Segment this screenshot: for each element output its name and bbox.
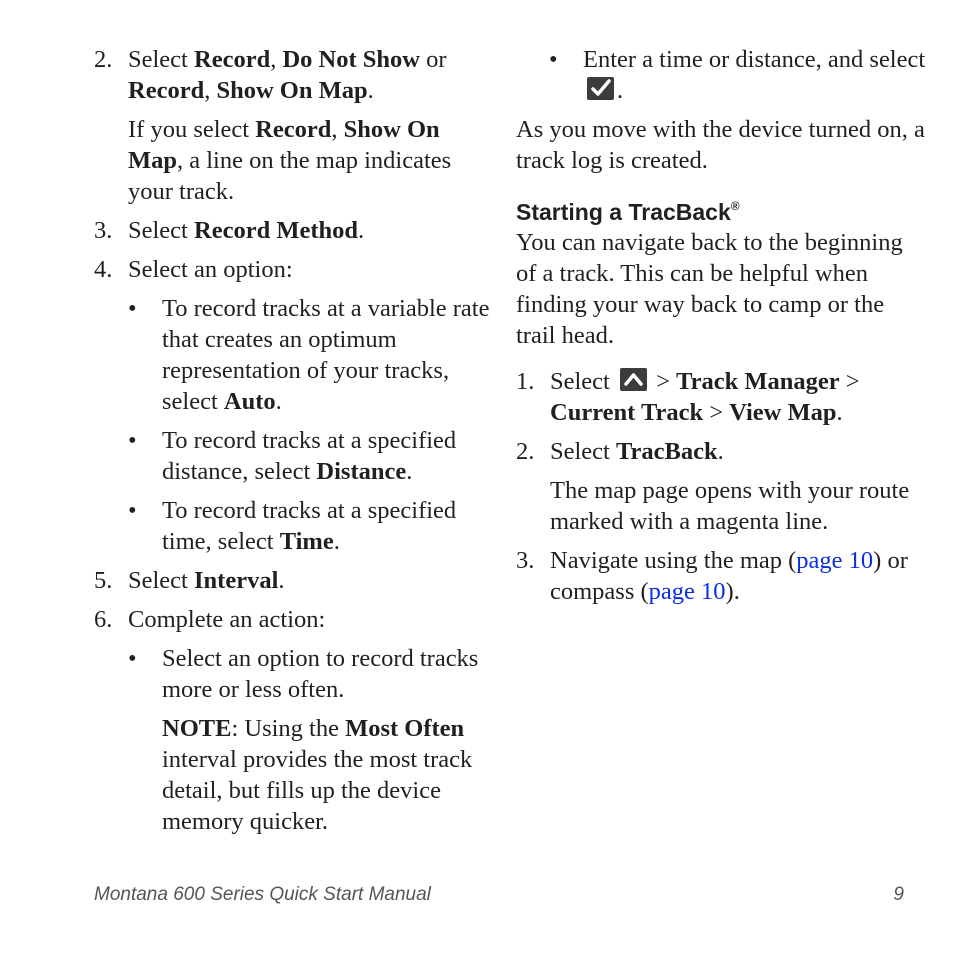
step-number: 6. xyxy=(94,606,113,633)
right-column xyxy=(516,44,926,607)
step-2: 2. Select Record, Do Not Show or Record, Show On Map. xyxy=(94,46,447,104)
page-link-compass[interactable]: page 10 xyxy=(648,578,726,605)
manual-title: Montana 600 Series Quick Start Manual xyxy=(94,884,431,905)
section-heading: Starting a TracBack® xyxy=(516,199,740,225)
left-column xyxy=(94,44,494,837)
bullet-time: • To record tracks at a specified time, select Time. xyxy=(128,497,457,555)
step-4: 4. Select an option: xyxy=(94,256,293,283)
tracback-step-2: 2. Select TracBack. xyxy=(516,438,724,465)
page-number: 9 xyxy=(893,884,904,905)
bullet-mark: • xyxy=(128,295,137,322)
tracback-step-1: 1. Select > Track Manager > Current Track > View Map. xyxy=(516,368,860,426)
bullet-auto: • To record tracks at a variable rate that creates an optimum representation of your tracks, select Auto. xyxy=(128,295,490,415)
intro-paragraph: You can navigate back to the beginning of a track. This can be helpful when finding your way back to camp or the trail head. xyxy=(516,229,903,349)
step-number: 5. xyxy=(94,567,113,594)
bullet-mark: • xyxy=(128,645,137,672)
bullet-record-often: • Select an option to record tracks more or less often. xyxy=(128,645,479,703)
step-2-note: If you select Record, Show On Map, a line on the map indicates your track. xyxy=(128,116,452,205)
tracback-step-3: 3. Navigate using the map (page 10) or compass (page 10). xyxy=(516,547,908,605)
step-number: 3. xyxy=(516,547,535,574)
step-3: 3. Select Record Method. xyxy=(94,217,365,244)
step-6: 6. Complete an action: xyxy=(94,606,326,633)
step-5: 5. Select Interval. xyxy=(94,567,285,594)
bullet-mark: • xyxy=(128,427,137,454)
tracback-step-2-note: The map page opens with your route marked with a magenta line. xyxy=(550,477,910,535)
bullet-mark: • xyxy=(128,497,137,524)
step-number: 4. xyxy=(94,256,113,283)
page-link-map[interactable]: page 10 xyxy=(796,547,874,574)
up-arrow-icon xyxy=(620,368,647,391)
step-number: 1. xyxy=(516,368,535,395)
step-number: 2. xyxy=(94,46,113,73)
track-log-paragraph: As you move with the device turned on, a track log is created. xyxy=(516,116,925,174)
bullet-distance: • To record tracks at a specified distance, select Distance. xyxy=(128,427,457,485)
bullet-enter-time: • Enter a time or distance, and select . xyxy=(549,46,926,104)
note: NOTE: Using the Most Often interval provides the most track detail, but fills up the device memory quicker. xyxy=(162,715,473,835)
step-number: 2. xyxy=(516,438,535,465)
step-number: 3. xyxy=(94,217,113,244)
bullet-mark: • xyxy=(549,46,558,73)
page-footer xyxy=(94,880,904,910)
checkmark-icon xyxy=(587,77,614,100)
